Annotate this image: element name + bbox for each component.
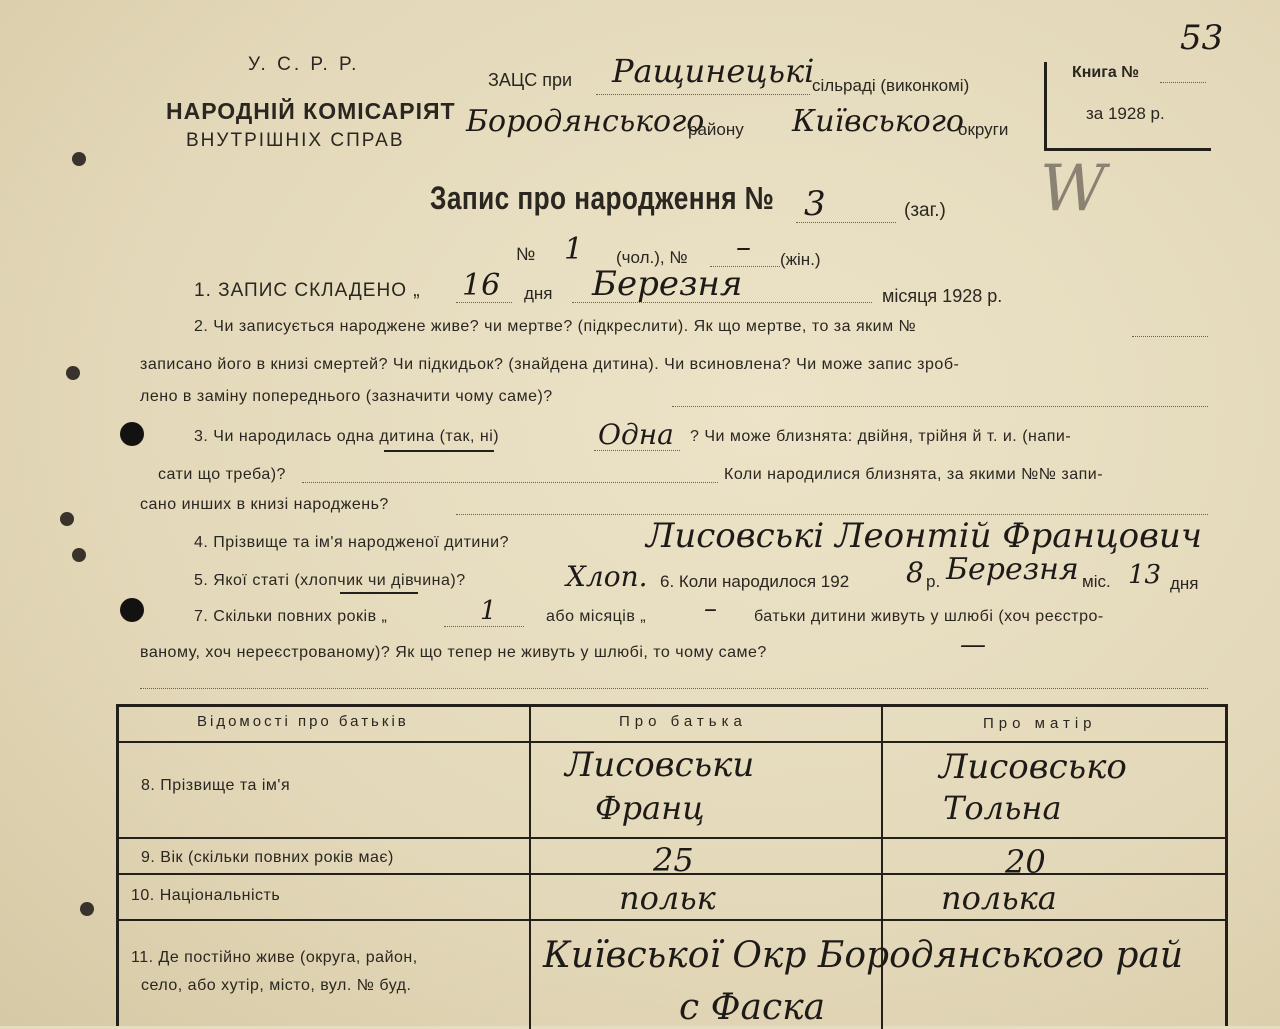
q1-month-label: місяця 1928 р.: [882, 286, 1003, 306]
office-district-handwritten: Бородянського: [466, 104, 705, 139]
table-header-info: Відомості про батьків: [197, 713, 409, 730]
office-district-suffix: району: [688, 120, 744, 139]
father-surname-handwritten: Лисовськи: [565, 745, 755, 785]
male-suffix: (чол.), №: [616, 248, 688, 267]
q6-day-handwritten: 13: [1128, 560, 1162, 590]
q7-line1b: або місяців „: [546, 608, 647, 625]
q6-day-label: дня: [1170, 574, 1199, 593]
q3-line3-dotted-line: [456, 514, 1208, 515]
table-header-mother: Про матір: [983, 715, 1097, 732]
residence-village-handwritten: с Фаска: [679, 987, 826, 1028]
q1-day-handwritten: 16: [462, 268, 501, 303]
father-age-handwritten: 25: [653, 841, 694, 879]
q7-years-handwritten: 1: [480, 596, 497, 626]
office-council-suffix: сільраді (виконкомі): [812, 76, 970, 95]
council-dotted-line: [596, 94, 810, 95]
q6-month-label: міс.: [1082, 572, 1111, 591]
q4-text: 4. Прізвище та ім'я народженої дитини?: [194, 534, 510, 551]
mother-age-handwritten: 20: [1005, 843, 1046, 881]
table-rule: [119, 741, 1225, 743]
office-region-handwritten: Київського: [792, 104, 964, 139]
record-number-handwritten: 3: [804, 184, 826, 224]
row-age-label: 9. Вік (скільки повних років має): [141, 849, 394, 866]
record-title: Запис про народження №: [430, 180, 775, 216]
header-ministry: НАРОДНІЙ КОМІСАРІЯТ: [166, 98, 456, 124]
q3-line3: сано инших в книзі народжень?: [140, 496, 389, 513]
father-nationality-handwritten: польк: [619, 879, 716, 917]
q5-text: 5. Якої статі (хлопчик чи дівчина)?: [194, 572, 466, 589]
table-column-rule: [529, 707, 531, 1029]
q7-line2-handwritten: —: [960, 630, 986, 660]
punch-hole: [66, 366, 80, 380]
q6-year-handwritten: 8: [906, 556, 924, 589]
parents-table: [116, 704, 1228, 1026]
female-number-handwritten: –: [736, 230, 751, 265]
q5-answer-handwritten: Хлоп.: [566, 560, 648, 593]
mother-nationality-handwritten: полька: [941, 879, 1057, 917]
q2-line2: записано його в книзі смертей? Чи підкидьок? (знайдена дитина). Чи всиновлена? Чи може запис зроб-: [140, 356, 960, 373]
table-rule: [119, 837, 1225, 839]
office-region-suffix: округи: [958, 120, 1009, 139]
book-year: за 1928 р.: [1086, 104, 1165, 123]
page-number: 53: [1180, 18, 1224, 58]
q3-line1b: ? Чи може близнята: двійня, трійня й т. и. (напи-: [690, 428, 1072, 445]
q3-line2-dotted-line: [302, 482, 718, 483]
q2-dotted-line: [1132, 336, 1208, 337]
female-suffix: (жін.): [780, 250, 821, 269]
punch-hole: [72, 152, 86, 166]
q4-answer-handwritten: Лисовські Леонтій Францович: [646, 516, 1202, 556]
q1-day-dotted-line: [456, 302, 512, 303]
q1-month-dotted-line: [572, 302, 872, 303]
punch-hole: [60, 512, 74, 526]
q6-text: 6. Коли народилося 192: [660, 572, 850, 591]
q3-line2b: Коли народилися близнята, за якими №№ запи-: [724, 466, 1104, 483]
mother-name-handwritten: Тольна: [943, 789, 1062, 827]
header-department: ВНУТРІШНІХ СПРАВ: [186, 130, 405, 151]
q1-day-label: дня: [524, 284, 553, 303]
office-prefix: ЗАЦС при: [488, 70, 573, 90]
row-residence-label-line2: село, або хутір, місто, вул. № буд.: [141, 977, 412, 994]
q7-line2: ваному, хоч нереєстрованому)? Як що тепер не живуть у шлюбі, то чому саме?: [140, 644, 767, 661]
margin-mark: W: [1040, 152, 1106, 226]
title-dotted-line: [796, 222, 896, 223]
male-number-handwritten: 1: [564, 232, 584, 267]
punch-hole: [80, 902, 94, 916]
table-header-father: Про батька: [619, 713, 747, 730]
punch-hole: [120, 598, 144, 622]
q1-month-handwritten: Березня: [592, 264, 743, 304]
title-suffix: (заг.): [904, 200, 946, 221]
q7-line1a: 7. Скільки повних років „: [194, 608, 388, 625]
punch-hole: [120, 422, 144, 446]
table-rule: [119, 919, 1225, 921]
q5-underline: [340, 592, 418, 594]
table-column-rule: [881, 707, 883, 1029]
sub-no-label: №: [516, 244, 536, 264]
q3-underline: [384, 450, 494, 452]
q7-line1c: батьки дитини живуть у шлюбі (хоч реєстро-: [754, 608, 1104, 625]
punch-hole: [72, 548, 86, 562]
q3-line1a: 3. Чи народилась одна дитина (так, ні): [194, 428, 500, 445]
q3-answer-dotted-line: [594, 450, 680, 451]
q3-answer-handwritten: Одна: [598, 418, 674, 451]
q7-months-handwritten: –: [704, 594, 717, 624]
q7-years-dotted-line: [444, 626, 524, 627]
q2-line3: лено в заміну попереднього (зазначити чому саме)?: [140, 388, 553, 405]
q6-year-label: р.: [926, 572, 941, 591]
residence-handwritten: Київської Окр Бородянського рай: [543, 935, 1184, 976]
office-council-handwritten: Ращинецькі: [612, 52, 815, 90]
row-residence-label-line1: 11. Де постійно живе (округа, район,: [131, 949, 418, 966]
book-label: Книга №: [1072, 64, 1140, 81]
q7-bottom-dotted-line: [140, 688, 1208, 689]
q6-month-handwritten: Березня: [946, 552, 1079, 587]
row-nationality-label: 10. Національність: [131, 887, 281, 904]
book-dotted-line: [1160, 82, 1206, 83]
mother-surname-handwritten: Лисовсько: [939, 747, 1127, 787]
q2-line1: 2. Чи записується народжене живе? чи мертве? (підкреслити). Як що мертве, то за яким №: [194, 318, 917, 335]
q2-line3-dotted-line: [672, 406, 1208, 407]
father-name-handwritten: Франц: [595, 789, 705, 827]
header-state: У. С. Р. Р.: [248, 54, 360, 75]
row-name-label: 8. Прізвище та ім'я: [141, 777, 291, 794]
q1-text: 1. ЗАПИС СКЛАДЕНО „: [194, 280, 421, 301]
q3-line2a: сати що треба)?: [158, 466, 286, 483]
